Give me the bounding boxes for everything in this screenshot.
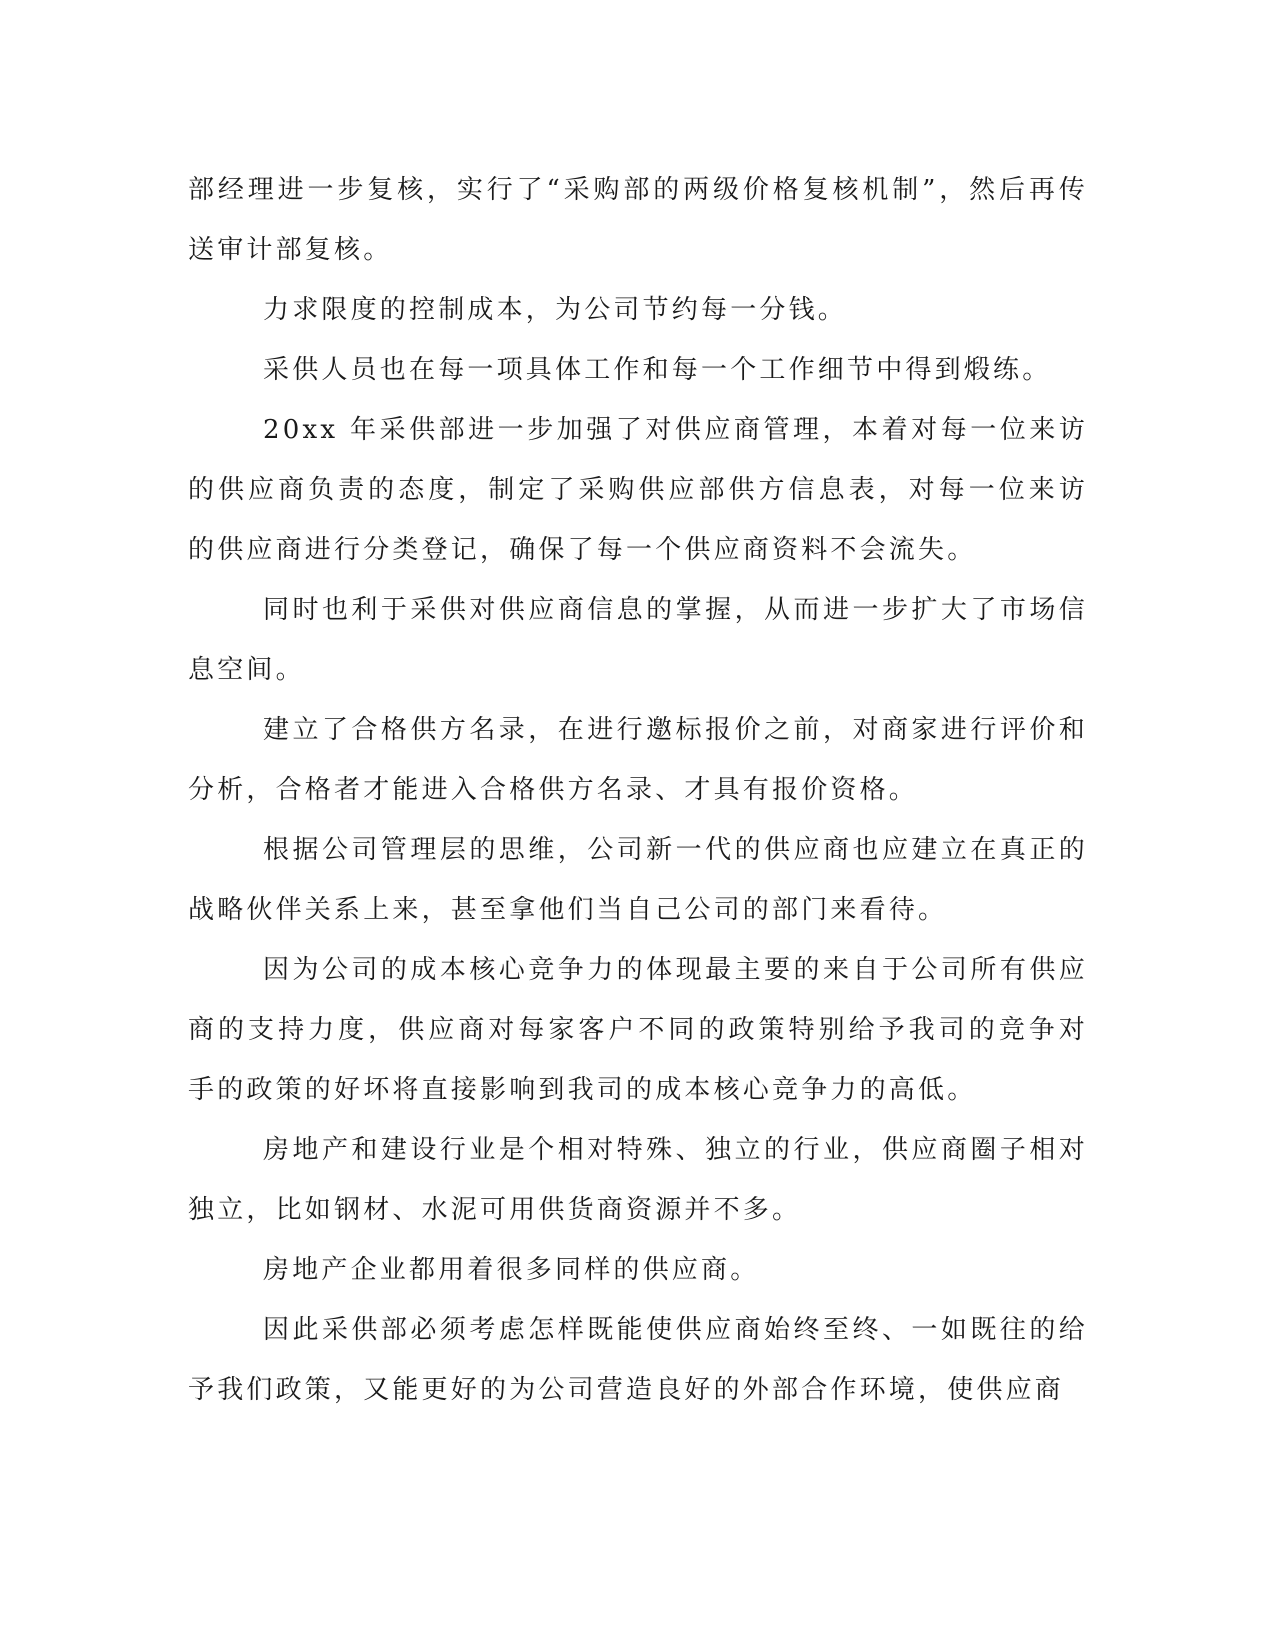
paragraph: 20xx 年采供部进一步加强了对供应商管理，本着对每一位来访的供应商负责的态度，制定了采购供应部供方信息表，对每一位来访的供应商进行分类登记，确保了每一个供应商资料不会流失。 <box>188 415 1088 565</box>
paragraph: 采供人员也在每一项具体工作和每一个工作细节中得到煅练。 <box>263 355 1052 385</box>
paragraph: 因此采供部必须考虑怎样既能使供应商始终至终、一如既往的给予我们政策，又能更好的为公司营造良好的外部合作环境，使供应商 <box>188 1315 1088 1405</box>
paragraph: 力求限度的控制成本，为公司节约每一分钱。 <box>263 295 848 325</box>
document-body <box>188 160 1088 1420</box>
paragraph-continuation: 部经理进一步复核，实行了“采购部的两级价格复核机制”，然后再传送审计部复核。 <box>188 175 1088 265</box>
paragraph: 房地产企业都用着很多同样的供应商。 <box>263 1255 760 1285</box>
paragraph: 房地产和建设行业是个相对特殊、独立的行业，供应商圈子相对独立，比如钢材、水泥可用供货商资源并不多。 <box>188 1135 1088 1225</box>
paragraph: 根据公司管理层的思维，公司新一代的供应商也应建立在真正的战略伙伴关系上来，甚至拿他们当自己公司的部门来看待。 <box>188 835 1088 925</box>
paragraph: 建立了合格供方名录，在进行邀标报价之前，对商家进行评价和分析，合格者才能进入合格供方名录、才具有报价资格。 <box>188 715 1088 805</box>
paragraph: 因为公司的成本核心竞争力的体现最主要的来自于公司所有供应商的支持力度，供应商对每家客户不同的政策特别给予我司的竞争对手的政策的好坏将直接影响到我司的成本核心竞争力的高低。 <box>188 955 1088 1105</box>
paragraph: 同时也利于采供对供应商信息的掌握，从而进一步扩大了市场信息空间。 <box>188 595 1088 685</box>
